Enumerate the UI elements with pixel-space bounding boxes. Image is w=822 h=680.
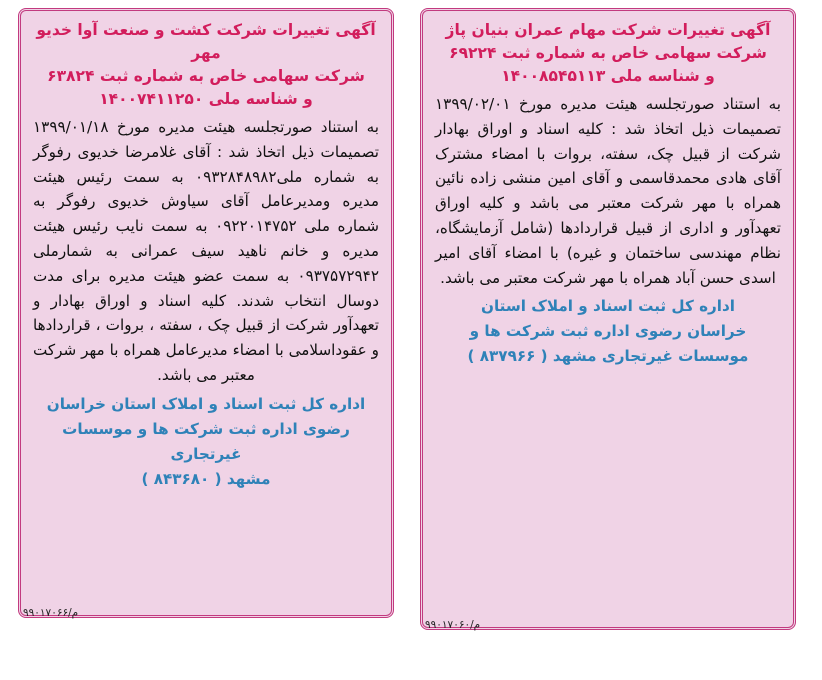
national-id-line: و شناسه ملی ۱۴۰۰۷۴۱۱۲۵۰ bbox=[99, 90, 313, 108]
notice-footer bbox=[31, 392, 381, 492]
notice-body: به استناد صورتجلسه هیئت مدیره مورخ ۱۳۹۹/۰۲/۰۱ تصمیمات ذیل اتخاذ شد : کلیه اسناد و اوراق بهادار شرکت از قبیل چک، سفته، بروات با امضاء مشترک آقای هادی محمدقاسمی و آقای امین منشی زاده نائین همراه با مهر شرکت معتبر می باشد و کلیه اوراق تعهدآور و اداری از قبیل قراردادها (شامل آزمایشگاه، نظام مهندسی ساختمان و غیره) با امضاء آقای امیر اسدی حسن آباد همراه با مهر شرکت معتبر می باشد. bbox=[435, 95, 781, 287]
notice-code: م/۹۹۰۱۷۰۶۰ bbox=[425, 619, 481, 631]
registration-line: شرکت سهامی خاص به شماره ثبت ۶۳۸۲۴ bbox=[47, 67, 365, 85]
footer-line: مشهد ( ۸۴۳۶۸۰ ) bbox=[141, 469, 271, 488]
notice-footer bbox=[433, 294, 783, 369]
registration-line: شرکت سهامی خاص به شماره ثبت ۶۹۲۲۴ bbox=[449, 44, 767, 62]
footer-line: اداره کل ثبت اسناد و املاک استان خراسان bbox=[46, 394, 366, 413]
left-notice bbox=[18, 8, 394, 618]
right-notice bbox=[420, 8, 796, 630]
company-name-line: آگهی تغییرات شرکت کشت و صنعت آوا خدیو مهر bbox=[36, 21, 376, 62]
footer-line: خراسان رضوی اداره ثبت شرکت ها و bbox=[469, 322, 747, 341]
footer-line: اداره کل ثبت اسناد و املاک استان bbox=[481, 297, 735, 316]
company-name-line: آگهی تغییرات شرکت مهام عمران بنیان پاژ bbox=[445, 21, 771, 39]
notice-body: به استناد صورتجلسه هیئت مدیره مورخ ۱۳۹۹/۰۱/۱۸ تصمیمات ذیل اتخاذ شد : آقای غلامرضا خدیوی رفوگر به شماره ملی۰۹۳۲۸۴۸۹۸۲ به سمت رئیس هیئت مدیره ومدیرعامل آقای سیاوش خدیوی رفوگر به شماره ملی ۰۹۲۲۰۱۴۷۵۲ به سمت نایب رئیس هیئت مدیره و خانم ناهید سیف عمرانی به شمارملی ۰۹۳۷۵۷۲۹۴۲ به سمت عضو هیئت مدیره برای مدت دوسال انتخاب شدند. کلیه اسناد و اوراق بهادار و تعهدآور شرکت از قبیل چک ، سفته ، بروات ، قراردادها و عقوداسلامی با امضاء مدیرعامل همراه با مهر شرکت معتبر می باشد. bbox=[33, 118, 379, 384]
notice-code: م/۹۹۰۱۷۰۶۶ bbox=[23, 607, 79, 619]
notice-heading bbox=[31, 19, 381, 111]
notice-heading bbox=[433, 19, 783, 88]
footer-line: رضوی اداره ثبت شرکت ها و موسسات غیرتجاری bbox=[62, 419, 350, 463]
national-id-line: و شناسه ملی ۱۴۰۰۸۵۴۵۱۱۳ bbox=[501, 67, 715, 85]
footer-line: موسسات غیرتجاری مشهد ( ۸۳۷۹۶۶ ) bbox=[467, 347, 749, 366]
